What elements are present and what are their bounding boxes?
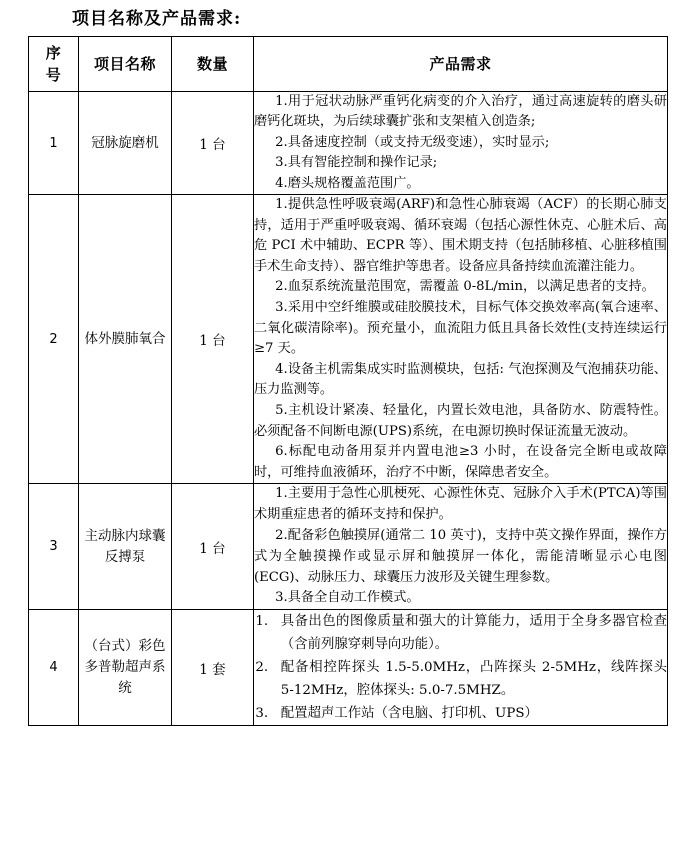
row-quantity: 1 台 — [172, 92, 254, 195]
table-row — [29, 484, 668, 610]
column-header-sequence-line2: 号 — [45, 66, 62, 84]
row-requirement — [254, 92, 668, 195]
requirements-table — [28, 36, 668, 726]
requirement-item — [254, 610, 667, 656]
requirement-number: 3. — [255, 706, 269, 722]
row-item-name: （台式）彩色多普勒超声系统 — [79, 610, 172, 726]
requirement-text: 配置超声工作站（含电脑、打印机、UPS） — [280, 706, 538, 722]
table-row — [29, 195, 668, 484]
requirement-list — [254, 610, 667, 725]
row-quantity: 1 台 — [172, 484, 254, 610]
table-row — [29, 610, 668, 726]
requirement-item: 3.具备全自动工作模式。 — [275, 590, 420, 606]
requirement-text: 配备相控阵探头 1.5-5.0MHz，凸阵探头 2-5MHz，线阵探头 5-12MHz，腔体探头: 5.0-7.5MHZ。 — [280, 660, 667, 699]
table-body — [29, 92, 668, 726]
row-sequence: 4 — [29, 610, 79, 726]
requirement-item: 1.提供急性呼吸衰竭(ARF)和急性心肺衰竭（ACF）的长期心肺支持，适用于严重呼吸衰竭、循环衰竭（包括心源性休克、心脏术后、高危 PCI 术中辅助、ECPR 等）、围术期支持（包括肺移植、心脏移植围手术生命支持）、器官维护等患者。设备应具备持续血流灌注能力。 — [254, 197, 667, 274]
table-row — [29, 92, 668, 195]
row-requirement — [254, 610, 668, 726]
row-quantity: 1 套 — [172, 610, 254, 726]
requirement-item: 4.磨头规格覆盖范围广。 — [275, 175, 420, 191]
requirement-item — [254, 702, 667, 725]
row-item-name: 体外膜肺氧合 — [79, 195, 172, 484]
row-requirement — [254, 484, 668, 610]
requirement-item: 2.配备彩色触摸屏(通常二 10 英寸)，支持中英文操作界面，操作方式为全触摸操作或显示屏和触摸屏一体化，需能清晰显示心电图(ECG)、动脉压力、球囊压力波形及关键生理参数。 — [254, 527, 667, 585]
requirement-item: 5.主机设计紧凑、轻量化，内置长效电池，具备防水、防震特性。必须配备不间断电源(UPS)系统，在电源切换时保证流量无波动。 — [254, 402, 667, 439]
requirement-text: 具备出色的图像质量和强大的计算能力，适用于全身多器官检查（含前列腺穿刺导向功能）。 — [280, 614, 667, 653]
column-header-requirement: 产品需求 — [254, 37, 668, 92]
column-header-quantity: 数量 — [172, 37, 254, 92]
requirement-item — [254, 656, 667, 702]
requirement-item: 2.血泵系统流量范围宽，需覆盖 0-8L/min，以满足患者的支持。 — [275, 279, 655, 295]
column-header-sequence-line1: 序 — [45, 44, 62, 62]
requirement-item: 1.用于冠状动脉严重钙化病变的介入治疗，通过高速旋转的磨头研磨钙化斑块，为后续球囊扩张和支架植入创造条; — [254, 94, 667, 130]
row-item-name: 主动脉内球囊反搏泵 — [79, 484, 172, 610]
column-header-name: 项目名称 — [79, 37, 172, 92]
requirement-list — [254, 484, 667, 609]
requirement-number: 1. — [255, 614, 269, 630]
requirement-item: 4.设备主机需集成实时监测模块，包括: 气泡探测及气泡捕获功能、压力监测等。 — [254, 361, 667, 398]
table-header-row — [29, 37, 668, 92]
row-quantity: 1 台 — [172, 195, 254, 484]
requirement-number: 2. — [255, 660, 269, 676]
row-item-name: 冠脉旋磨机 — [79, 92, 172, 195]
requirement-list — [254, 92, 667, 194]
requirement-item: 1.主要用于急性心肌梗死、心源性休克、冠脉介入手术(PTCA)等围术期重症患者的循环支持和保护。 — [254, 486, 667, 523]
row-sequence: 2 — [29, 195, 79, 484]
requirement-item: 2.具备速度控制（或支持无级变速），实时显示; — [275, 134, 550, 150]
row-requirement — [254, 195, 668, 484]
requirement-list — [254, 195, 667, 483]
row-sequence: 1 — [29, 92, 79, 195]
row-sequence: 3 — [29, 484, 79, 610]
page-title: 项目名称及产品需求: — [72, 9, 242, 29]
column-header-sequence — [29, 37, 79, 92]
requirement-item: 6.标配电动备用泵并内置电池≥3 小时，在设备完全断电或故障时，可维持血液循环，治疗不中断，保障患者安全。 — [254, 444, 667, 480]
requirement-item: 3.具有智能控制和操作记录; — [275, 155, 438, 171]
requirement-item: 3.采用中空纤维膜或硅胶膜技术，目标气体交换效率高(氧合速率、二氧化碳清除率)。预充量小，血流阻力低且具备长效性(支持连续运行≥7 天。 — [254, 300, 667, 357]
